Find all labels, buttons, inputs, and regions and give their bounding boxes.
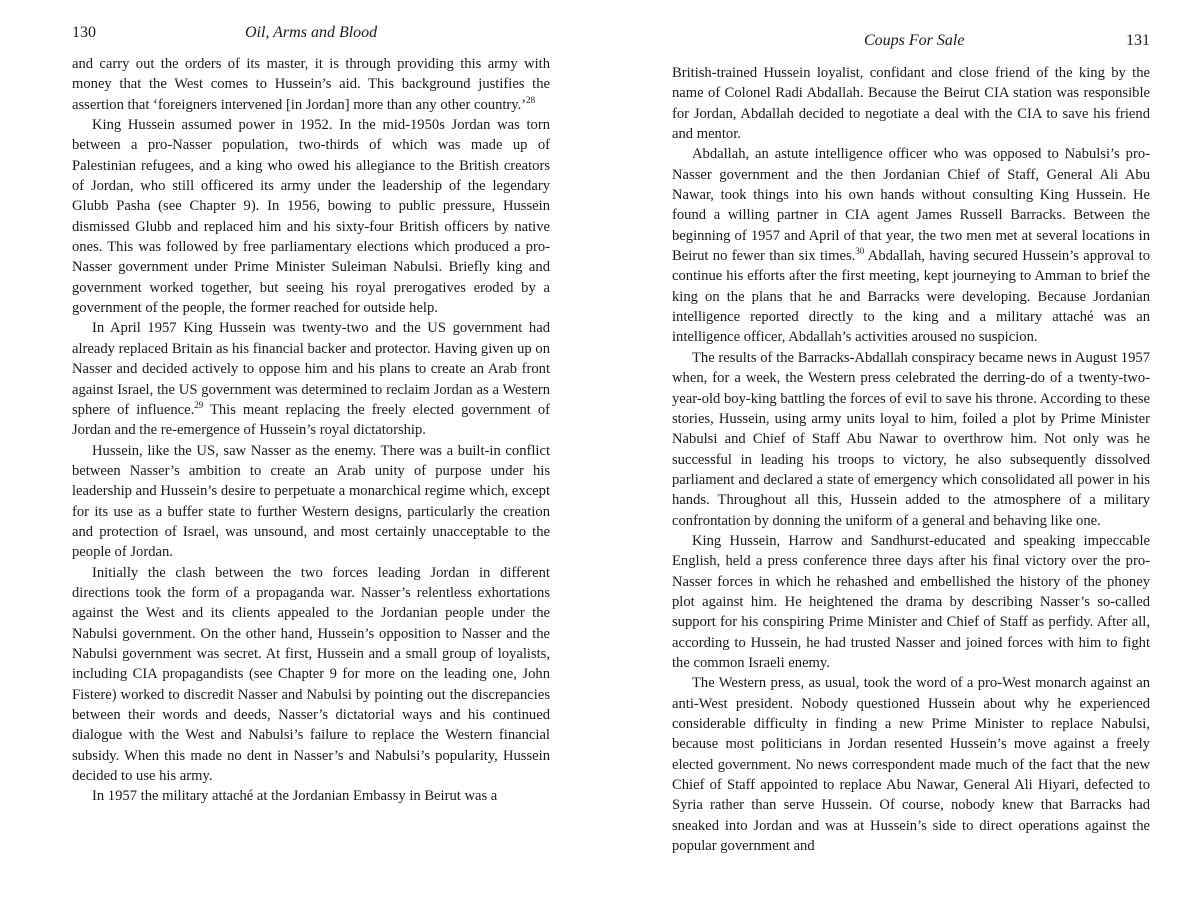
footnote-ref: 30 xyxy=(855,246,865,257)
left-running-head xyxy=(72,22,550,44)
left-page xyxy=(0,0,560,898)
paragraph: Initially the clash between the two forces leading Jordan in different directions took the form of a propaganda war. Nasser’s relentless exhortations against the West and its clients appealed to the Jordanian people under the Nabulsi government. On the other hand, Hussein’s opposition to Nasser and the Nabulsi government was secret. At first, Hussein and a small group of loyalists, including CIA propagandists (see Chapter 9 for more on the leading one, John Fistere) worked to discredit Nasser and Nabulsi by pointing out the discrepancies between their words and deeds, Nasser’s dictatorial ways and his continued dialogue with the West and Nabulsi’s failure to replace the Western financial subsidy. When this made no dent in Nasser’s and Nabulsi’s popularity, Hussein decided to use his army. xyxy=(72,564,550,785)
running-title: Coups For Sale xyxy=(864,32,965,49)
paragraph: Abdallah, an astute intelligence officer who was opposed to Nabulsi’s pro-Nasser government and the then Jordanian Chief of Staff, General Ali Abu Nawar, took things into his own hands without consulting King Hussein. He found a willing partner in CIA agent James Russell Barracks. Between the beginning of 1957 and April of that year, the two men met at several locations in Beirut no fewer than six times.$^{30}$ Abdallah, having secured Hussein’s approval to continue his efforts after the first meeting, kept journeying to Amman to brief the king on the plans that he and Barracks were developing. Because Jordanian intelligence reported directly to the king and a military attaché was an intelligence officer, Abdallah’s activities aroused no suspicion. xyxy=(672,146,1150,346)
running-title: Oil, Arms and Blood xyxy=(245,24,378,41)
paragraph: King Hussein assumed power in 1952. In the mid-1950s Jordan was torn between a pro-Nasser population, two-thirds of which was made up of Palestinian refugees, and a king who owed his allegiance to the British creators of Jordan, who still officered its army under the leadership of the legendary Glubb Pasha (see Chapter 9). In 1956, bowing to public pressure, Hussein dismissed Glubb and replaced him and his sixty-four British officers by native ones. This was followed by free parliamentary elections which produced a pro-Nasser government under Prime Minister Suleiman Nabulsi. Briefly king and government worked together, but seeing his royal prerogatives eroded by a government of the people, the former reached for outside help. xyxy=(72,117,550,317)
left-body-text xyxy=(72,54,550,807)
paragraph: King Hussein, Harrow and Sandhurst-educated and speaking impeccable English, held a press conference three days after his final victory over the pro-Nasser forces in which he rehashed and embellished the history of the phoney plot against him. He heightened the drama by describing Nasser’s so-called support for his conspiring Prime Minister and Chief of Staff as perfidy. After all, according to Hussein, he had trusted Nasser and joined forces with him to fight the common Israeli enemy. xyxy=(672,532,1150,671)
page-number: 131 xyxy=(1126,32,1150,49)
page-number: 130 xyxy=(72,24,96,41)
right-body-text xyxy=(672,63,1150,856)
paragraph: The Western press, as usual, took the word of a pro-West monarch against an anti-West president. Nobody questioned Hussein about why he experienced considerable difficulty in finding a new Prime Minister to replace Nabulsi, because most politicians in Jordan resented Hussein’s move against a freely elected government. No news correspondent made much of the fact that the new Chief of Staff appointed to replace Abu Nawar, General Ali Hiyari, defected to Syria rather than serve Hussein. Of course, nobody knew that Barracks had sneaked into Jordan and was at Hussein’s side to direct operations against the popular government and xyxy=(672,675,1150,855)
paragraph: Hussein, like the US, saw Nasser as the enemy. There was a built-in conflict between Nasser’s ambition to create an Arab unity of purpose under his leadership and Hussein’s desire to perpetuate a monarchical regime which, except for its use as a buffer state to further Western designs, particularly the creation and protection of Israel, was unsound, and most certainly unacceptable to the people of Jordan. xyxy=(72,442,550,561)
paragraph: The results of the Barracks-Abdallah conspiracy became news in August 1957 when, for a week, the Western press celebrated the derring-do of a twenty-two-year-old boy-king battling the forces of evil to save his throne. According to these stories, Hussein, using army units loyal to him, foiled a plot by Prime Minister Nabulsi and Chief of Staff Abu Nawar to overthrow him. Not only was he successful in leading his troops to victory, he also subsequently dissolved parliament and declared a state of emergency which consolidated all power in his hands. Throughout all this, Hussein added to the atmosphere of a military confrontation by donning the uniform of a general and behaving like one. xyxy=(672,349,1150,529)
paragraph: British-trained Hussein loyalist, confidant and close friend of the king by the name of Colonel Radi Abdallah. Because the Beirut CIA station was responsible for Jordan, Abdallah decided to negotiate a deal with the CIA to save his friend and mentor. xyxy=(672,65,1150,143)
footnote-ref: 29 xyxy=(194,399,204,410)
right-running-head xyxy=(672,30,1150,52)
paragraph: and carry out the orders of its master, it is through providing this army with money that the West comes to Hussein’s aid. This background justifies the assertion that ‘foreigners intervened [in Jordan] more than any other country.’$^{28}$ xyxy=(72,56,550,113)
paragraph: In April 1957 King Hussein was twenty-two and the US government had already replaced Britain as his financial backer and protector. Having given up on Nasser and decided actively to oppose him and his plans to create an Arab front against Israel, the US government was determined to reclaim Jordan as a Western sphere of influence.$^{29}$ This meant replacing the freely elected government of Jordan and the re-emergence of Hussein’s royal dictatorship. xyxy=(72,320,550,439)
right-page xyxy=(560,0,1195,898)
paragraph: In 1957 the military attaché at the Jordanian Embassy in Beirut was a xyxy=(92,788,498,805)
footnote-ref: 28 xyxy=(526,94,536,105)
